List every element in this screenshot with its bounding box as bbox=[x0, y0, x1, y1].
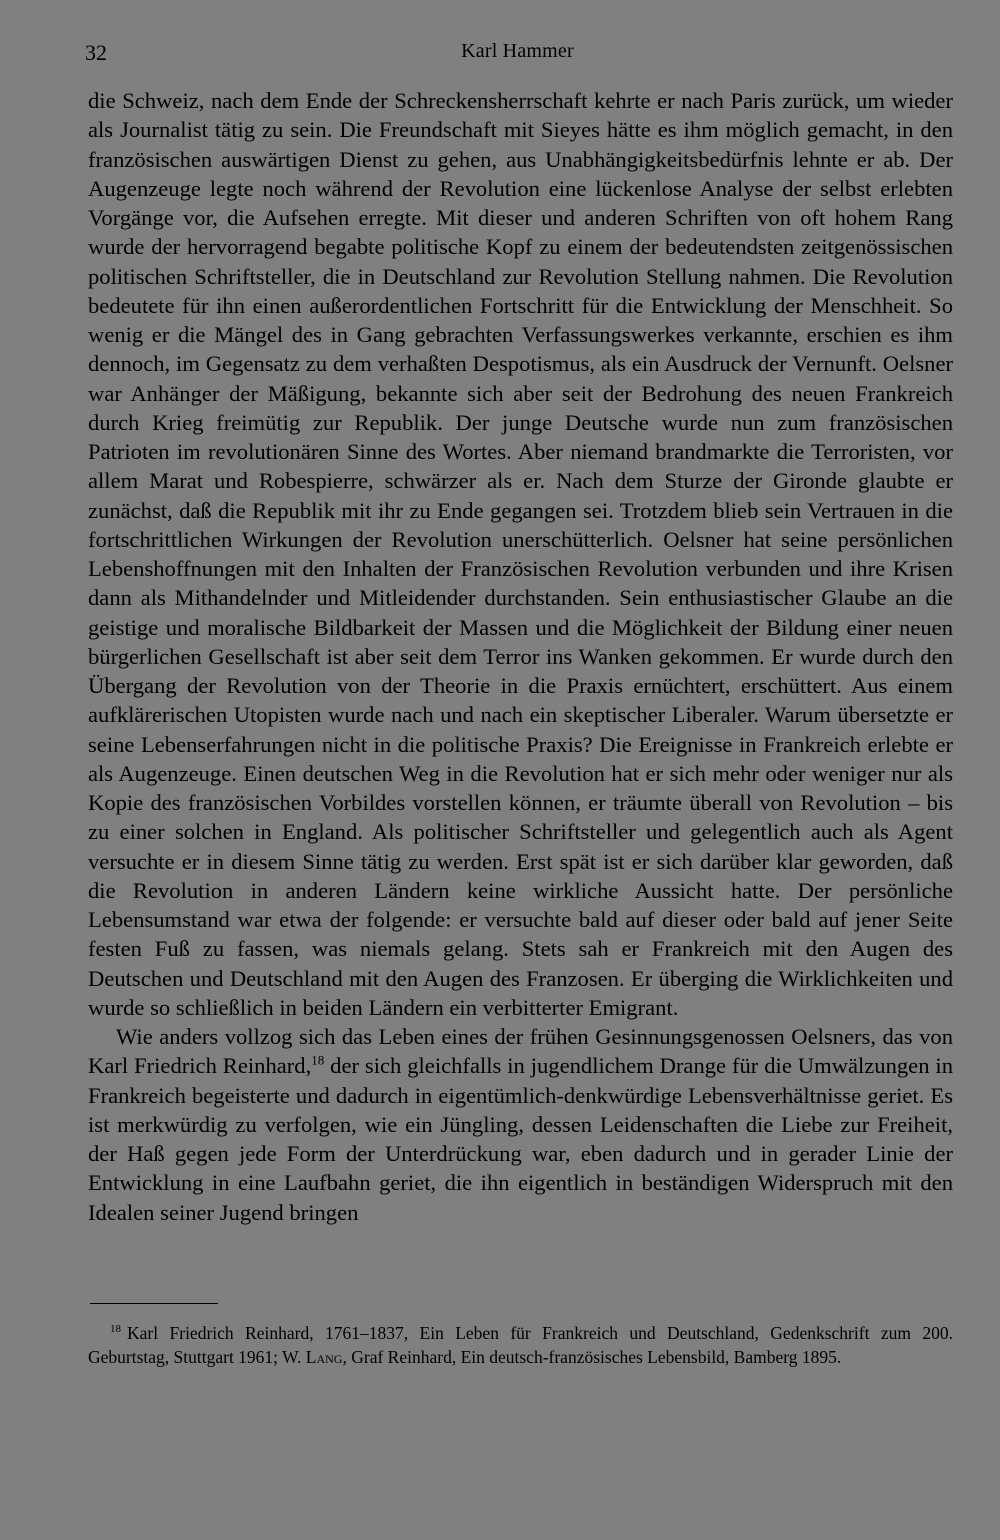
running-head: Karl Hammer bbox=[461, 40, 574, 62]
footnote-author: Lang bbox=[305, 1346, 343, 1367]
footnote-text-end: , Graf Reinhard, Ein deutsch-französisches Lebensbild, Bamberg 1895. bbox=[342, 1346, 842, 1367]
footnote-number: 18 bbox=[110, 1323, 121, 1336]
footnote-reference[interactable]: 18 bbox=[311, 1052, 325, 1068]
paragraph-2-text-start: Wie anders vollzog sich das Leben eines der frühen Gesinnungsgenossen Oelsners, das von Karl Friedrich Reinhard, bbox=[88, 1024, 953, 1079]
footnote-text-start: Karl Friedrich Reinhard, 1761–1837, Ein Leben für Frankreich und Deutschland, Gedenkschrift zum 200. Geburtstag, Stuttgart 1961; W. bbox=[88, 1323, 953, 1367]
paragraph-2-text-end: der sich gleichfalls in jugendlichem Drange für die Umwälzungen in Frankreich begeisterte und dadurch in eigentümlich-denkwürdige Lebensverhältnisse geriet. Es ist merkwürdig zu verfolgen, wie ein Jüngling, dessen Leidenschaften die Liebe zur Freiheit, der Haß gegen jede Form der Unterdrückung war, eben dadurch und in gerader Linie der Entwicklung in eine Laufbahn geriet, die ihn eigentlich in beständigen Widerspruch mit den Idealen seiner Jugend bringen bbox=[88, 1053, 953, 1225]
footnote-18 bbox=[88, 1322, 953, 1369]
footnote-divider bbox=[90, 1303, 218, 1304]
paragraph-1: die Schweiz, nach dem Ende der Schreckensherrschaft kehrte er nach Paris zurück, um wieder als Journalist tätig zu sein. Die Freundschaft mit Sieyes hätte es ihm möglich gemacht, in den französischen auswärtigen Dienst zu gehen, aus Unabhängigkeitsbedürfnis lehnte er ab. Der Augenzeuge legte noch während der Revolution eine lückenlose Analyse der selbst erlebten Vorgänge vor, die Aufsehen erregte. Mit dieser und anderen Schriften von oft hohem Rang wurde der hervorragend begabte politische Kopf zu einem der bedeutendsten zeitgenössischen politischen Schriftsteller, die in Deutschland zur Revolution Stellung nahmen. Die Revolution bedeutete für ihn einen außerordentlichen Fortschritt für die Entwicklung der Menschheit. So wenig er die Mängel des in Gang gebrachten Verfassungswerkes verkannte, erschien es ihm dennoch, im Gegensatz zu dem verhaßten Despotismus, als ein Ausdruck der Vernunft. Oelsner war Anhänger der Mäßigung, bekannte sich aber seit der Bedrohung des neuen Frankreich durch Krieg freimütig zur Republik. Der junge Deutsche wurde nun zum französischen Patrioten im revolutionären Sinne des Wortes. Aber niemand brandmarkte die Terroristen, vor allem Marat und Robespierre, schwärzer als er. Nach dem Sturze der Gironde glaubte er zunächst, daß die Republik mit ihr zu Ende gegangen sei. Trotzdem blieb sein Vertrauen in die fortschrittlichen Wirkungen der Revolution unerschütterlich. Oelsner hat seine persönlichen Lebenshoffnungen mit den Inhalten der Französischen Revolution verbunden und ihre Krisen dann als Mithandelnder und Mitleidender durchstanden. Sein enthusiastischer Glaube an die geistige und moralische Bildbarkeit der Massen und die Möglichkeit der Bildung einer neuen bürgerlichen Gesellschaft ist aber seit dem Terror ins Wanken gekommen. Er wurde durch den Übergang der Revolution von der Theorie in die Praxis ernüchtert, erschüttert. Aus einem aufklärerischen Utopisten wurde nach und nach ein skeptischer Liberaler. Warum übersetzte er seine Lebenserfahrungen nicht in die politische Praxis? Die Ereignisse in Frankreich erlebte er als Augenzeuge. Einen deutschen Weg in die Revolution hat er sich mehr oder weniger nur als Kopie des französischen Vorbildes vorstellen können, er träumte überall von Revolution – bis zu einer solchen in England. Als politischer Schriftsteller und gelegentlich auch als Agent versuchte er in diesem Sinne tätig zu werden. Erst spät ist er sich darüber klar geworden, daß die Revolution in anderen Ländern keine wirkliche Aussicht hatte. Der persönliche Lebensumstand war etwa der folgende: er versuchte bald auf dieser oder bald auf jener Seite festen Fuß zu fassen, was niemals gelang. Stets sah er Frankreich mit den Augen des Deutschen und Deutschland mit den Augen des Franzosen. Er überging die Wirklichkeiten und wurde so schließlich in beiden Ländern ein verbitterter Emigrant. bbox=[88, 88, 953, 1020]
paragraph-2 bbox=[88, 1022, 953, 1227]
body-text bbox=[88, 86, 953, 1227]
page-header bbox=[85, 40, 950, 72]
footnotes bbox=[88, 1322, 953, 1369]
page-number: 32 bbox=[85, 40, 107, 65]
